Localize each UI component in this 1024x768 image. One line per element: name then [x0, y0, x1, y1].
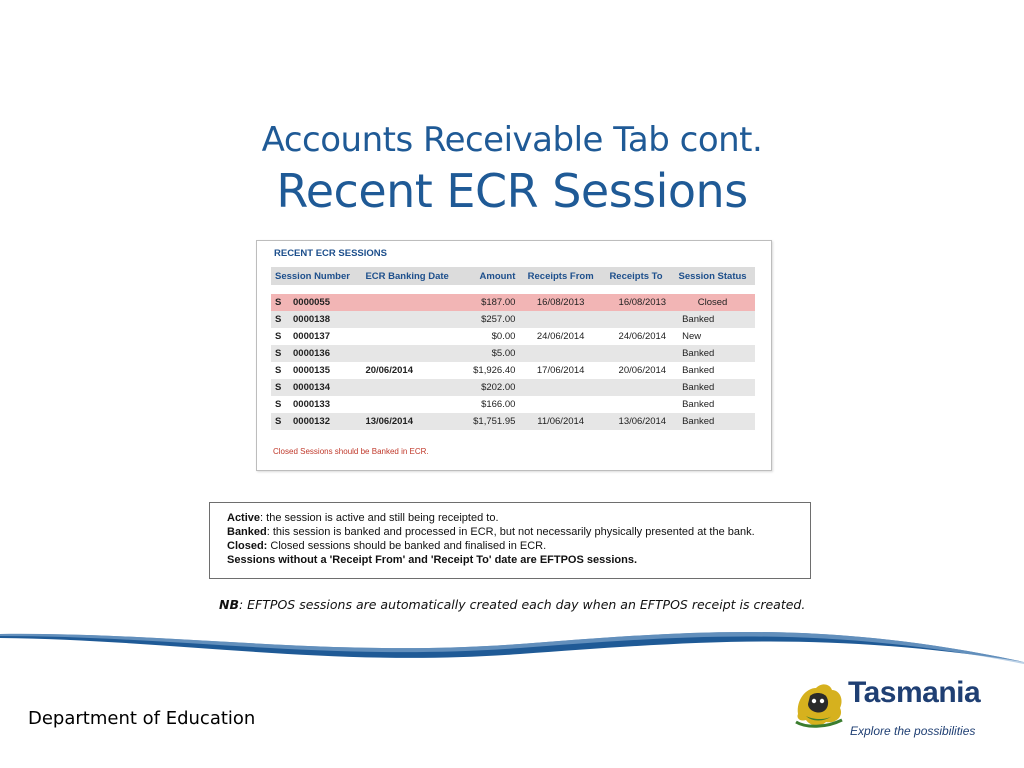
legend-banked: Banked: this session is banked and processed in ECR, but not necessarily physically presented at the bank. [227, 526, 755, 538]
title-line-2: Recent ECR Sessions [276, 164, 748, 218]
session-status: Banked [670, 311, 755, 328]
receipts-to [602, 396, 670, 413]
session-status: Banked [670, 345, 755, 362]
amount: $5.00 [463, 345, 519, 362]
amount: $1,751.95 [463, 413, 519, 430]
decorative-swoosh [0, 610, 1024, 670]
table-row[interactable] [271, 294, 755, 311]
nb-label: NB [219, 597, 239, 612]
receipts-to: 13/06/2014 [602, 413, 670, 430]
col-receipts-to[interactable]: Receipts To [602, 267, 670, 285]
session-number-link[interactable]: 0000133 [293, 399, 330, 410]
logo-tagline: Explore the possibilities [850, 724, 976, 738]
department-name: Department of Education [28, 708, 256, 729]
row-flag: S [275, 399, 282, 410]
session-number-link[interactable]: 0000135 [293, 365, 330, 376]
session-number-link[interactable]: 0000137 [293, 331, 330, 342]
closed-sessions-note: Closed Sessions should be Banked in ECR. [273, 447, 429, 456]
receipts-to [602, 379, 670, 396]
receipts-to [602, 345, 670, 362]
tasmania-logo [792, 672, 992, 748]
banking-date [361, 345, 463, 362]
col-amount[interactable]: Amount [463, 267, 519, 285]
tasmanian-devil-icon [792, 676, 848, 732]
table-row[interactable] [271, 328, 755, 345]
receipts-to [602, 311, 670, 328]
session-number-link[interactable]: 0000138 [289, 311, 361, 328]
logo-wordmark: Tasmania [848, 676, 981, 709]
legend-closed: Closed: Closed sessions should be banked and finalised in ECR. [227, 540, 547, 552]
amount: $257.00 [463, 311, 519, 328]
row-flag: S [271, 311, 289, 328]
session-number-link[interactable]: 0000136 [289, 345, 361, 362]
table-row[interactable] [271, 413, 755, 430]
receipts-to: 24/06/2014 [618, 331, 667, 342]
legend-eftpos: Sessions without a 'Receipt From' and 'Receipt To' date are EFTPOS sessions. [227, 554, 638, 566]
session-status: Banked [682, 399, 715, 410]
receipts-from: 24/06/2014 [536, 331, 585, 342]
session-status: Banked [670, 379, 755, 396]
table-row[interactable] [271, 362, 755, 379]
receipts-from [519, 345, 602, 362]
session-number-link[interactable]: 0000132 [289, 413, 361, 430]
receipts-to: 20/06/2014 [618, 365, 667, 376]
receipts-from [519, 311, 602, 328]
session-status: Banked [670, 413, 755, 430]
receipts-from [519, 379, 602, 396]
row-flag: S [271, 294, 289, 311]
row-flag: S [275, 331, 282, 342]
banking-date [361, 294, 463, 311]
recent-ecr-sessions-panel [256, 240, 772, 471]
receipts-from [519, 396, 602, 413]
amount: $187.00 [463, 294, 519, 311]
slide-title [0, 118, 1024, 220]
row-flag: S [275, 365, 282, 376]
row-flag: S [271, 345, 289, 362]
nb-text: : EFTPOS sessions are automatically created each day when an EFTPOS receipt is created. [239, 597, 806, 612]
amount: $0.00 [491, 331, 516, 342]
amount: $166.00 [481, 399, 516, 410]
receipts-from: 11/06/2014 [519, 413, 602, 430]
amount: $1,926.40 [473, 365, 516, 376]
session-number-link[interactable]: 0000055 [289, 294, 361, 311]
legend-active: Active: the session is active and still being receipted to. [227, 512, 499, 524]
status-legend-box [209, 502, 811, 579]
banking-date: 20/06/2014 [365, 365, 413, 376]
panel-heading: RECENT ECR SESSIONS [274, 248, 387, 259]
session-status: Banked [682, 365, 715, 376]
session-number-link[interactable]: 0000134 [289, 379, 361, 396]
col-ecr-banking-date[interactable]: ECR Banking Date [361, 267, 463, 285]
receipts-to: 16/08/2013 [602, 294, 670, 311]
table-row[interactable] [271, 396, 755, 413]
banking-date [361, 396, 463, 413]
session-status: New [682, 331, 702, 342]
amount: $202.00 [463, 379, 519, 396]
col-session-status[interactable]: Session Status [670, 267, 755, 285]
receipts-from: 16/08/2013 [519, 294, 602, 311]
legend-lines [227, 511, 755, 567]
banking-date [361, 311, 463, 328]
banking-date [361, 328, 463, 345]
col-session-number[interactable]: Session Number [271, 267, 361, 285]
ecr-sessions-table [271, 267, 755, 430]
session-status: Closed [670, 294, 755, 311]
title-line-1: Accounts Receivable Tab cont. [261, 120, 763, 160]
table-row[interactable] [271, 311, 755, 328]
col-receipts-from[interactable]: Receipts From [519, 267, 602, 285]
banking-date: 13/06/2014 [361, 413, 463, 430]
row-flag: S [271, 413, 289, 430]
row-flag: S [271, 379, 289, 396]
table-row[interactable] [271, 345, 755, 362]
banking-date [361, 379, 463, 396]
table-header-row [271, 267, 755, 285]
table-row[interactable] [271, 379, 755, 396]
receipts-from: 17/06/2014 [536, 365, 585, 376]
